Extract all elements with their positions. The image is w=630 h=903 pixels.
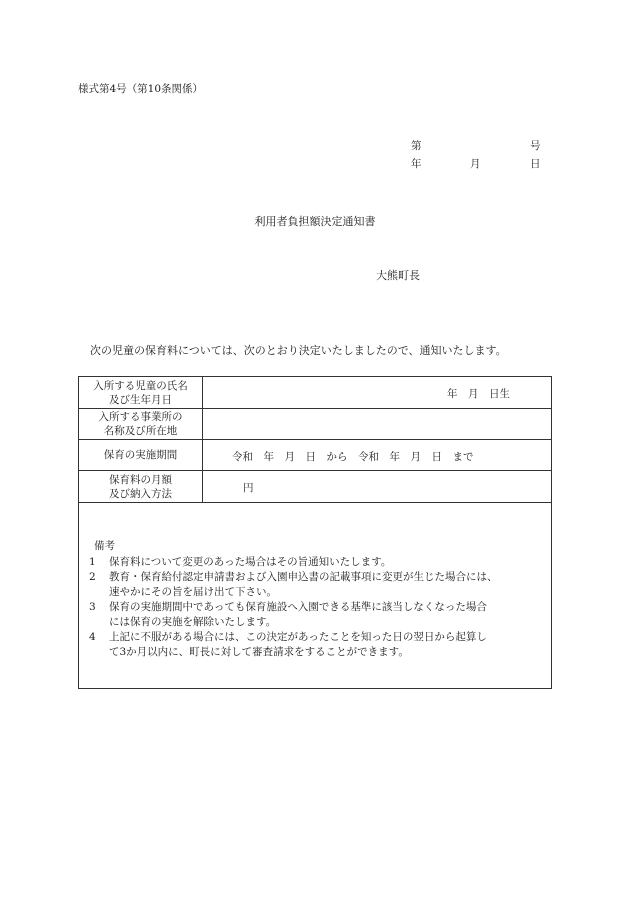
note-item — [87, 600, 551, 630]
intro-text: 次の児童の保育料については、次のとおり決定いたしましたので、通知いたします。 — [90, 344, 507, 357]
row-label-fee: 保育料の月額 及び納入方法 — [79, 471, 203, 503]
fee-yen-text: 円 — [243, 482, 254, 494]
table-row — [79, 409, 552, 440]
row-label-period: 保育の実施期間 — [79, 440, 203, 471]
note-number: 4 — [89, 631, 96, 643]
row-value-facility — [203, 409, 552, 440]
row-value-child — [203, 377, 552, 409]
date-day: 日 — [530, 158, 541, 170]
notes-cell — [79, 503, 552, 689]
issuer-name: 大熊町長 — [376, 269, 420, 282]
number-suffix: 号 — [530, 140, 541, 152]
note-item — [87, 570, 551, 600]
row-label-child: 入所する児童の氏名 及び生年月日 — [79, 377, 203, 409]
note-text: 保育料について変更のあった場合はその旨通知いたします。 — [109, 556, 392, 568]
note-number: 2 — [89, 571, 96, 583]
row-value-fee — [203, 471, 552, 503]
birth-date-text: 年 月 日生 — [447, 388, 510, 400]
table-row — [79, 377, 552, 409]
note-item — [87, 630, 551, 660]
note-number: 3 — [89, 601, 96, 613]
note-item — [87, 555, 551, 570]
note-number: 1 — [89, 556, 96, 568]
number-prefix: 第 — [411, 140, 422, 152]
date-year: 年 — [411, 158, 422, 170]
row-value-period — [203, 440, 552, 471]
form-number: 様式第4号（第10条関係） — [78, 83, 204, 95]
date-month: 月 — [470, 158, 481, 170]
table-row — [79, 440, 552, 471]
decision-table — [78, 376, 552, 689]
notes-heading: 備考 — [94, 540, 115, 552]
note-text: 保育の実施期間中であっても保育施設へ入園できる基準に該当しなくなった場合 には保育の実施を解除いたします。 — [109, 601, 487, 628]
note-text: 教育・保育給付認定申請書および入園申込書の記載事項に変更が生じた場合には、 速やかにその旨を届け出て下さい。 — [109, 571, 498, 598]
row-label-facility: 入所する事業所の 名称及び所在地 — [79, 409, 203, 440]
note-text: 上記に不服がある場合には、この決定があったことを知った日の翌日から起算し て3か月以内に、町長に対して審査請求をすることができます。 — [109, 631, 487, 658]
table-row — [79, 503, 552, 689]
period-text: 令和 年 月 日 から 令和 年 月 日 まで — [232, 451, 474, 463]
table-row — [79, 471, 552, 503]
document-title: 利用者負担額決定通知書 — [254, 215, 376, 228]
